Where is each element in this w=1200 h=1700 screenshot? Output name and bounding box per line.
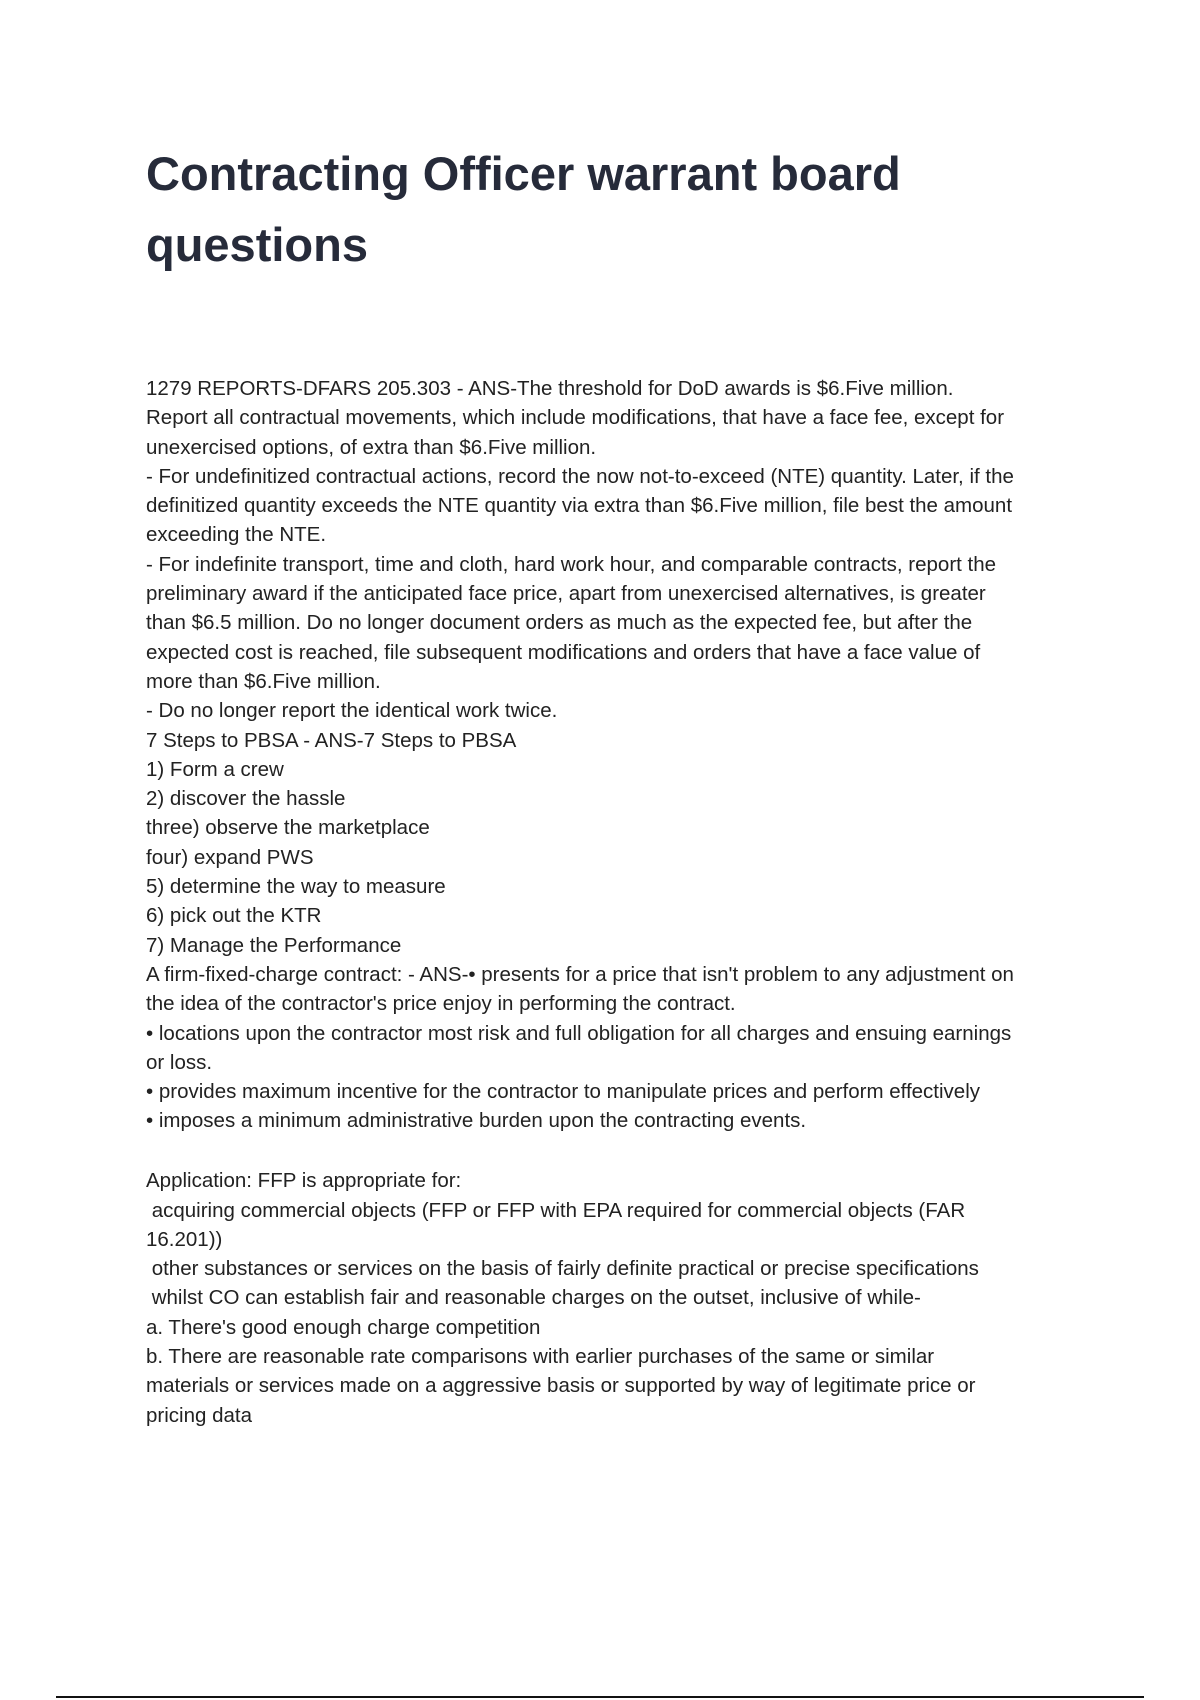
body-line: definitized quantity exceeds the NTE quantity via extra than $6.Five million, file best the amount — [146, 494, 1013, 518]
body-line: • provides maximum incentive for the contractor to manipulate prices and perform effectively — [146, 1080, 981, 1104]
body-line: 6) pick out the KTR — [146, 904, 322, 928]
body-line: other substances or services on the basis of fairly definite practical or precise specifications — [146, 1257, 979, 1281]
page-bottom-rule — [56, 1696, 1144, 1698]
document-title-line-1: Contracting Officer warrant board — [146, 147, 901, 200]
document-title-line-2: questions — [146, 218, 368, 271]
body-line: the idea of the contractor's price enjoy in performing the contract. — [146, 992, 736, 1016]
body-line: • imposes a minimum administrative burden upon the contracting events. — [146, 1109, 807, 1133]
body-line: more than $6.Five million. — [146, 669, 381, 693]
body-line: - For undefinitized contractual actions, record the now not-to-exceed (NTE) quantity. Later, if the — [146, 464, 1014, 488]
body-line: preliminary award if the anticipated face price, apart from unexercised alternatives, is greater — [146, 582, 986, 606]
body-line: A firm-fixed-charge contract: - ANS-• presents for a price that isn't problem to any adjustment on — [146, 962, 1014, 986]
body-line: 2) discover the hassle — [146, 787, 346, 811]
body-line: Application: FFP is appropriate for: — [146, 1169, 462, 1193]
body-line: - Do no longer report the identical work twice. — [146, 699, 558, 723]
body-line: • locations upon the contractor most risk and full obligation for all charges and ensuing earnings — [146, 1021, 1012, 1045]
body-line: 1279 REPORTS-DFARS 205.303 - ANS-The threshold for DoD awards is $6.Five million. — [146, 377, 954, 400]
body-line: b. There are reasonable rate comparisons with earlier purchases of the same or similar — [146, 1345, 935, 1368]
body-line: 16.201)) — [146, 1227, 223, 1251]
body-line: acquiring commercial objects (FFP or FFP with EPA required for commercial objects (FAR — [146, 1198, 966, 1222]
body-line: unexercised options, of extra than $6.Five million. — [146, 435, 597, 459]
body-line: 7 Steps to PBSA - ANS-7 Steps to PBSA — [146, 728, 517, 752]
body-line: materials or services made on a aggressive basis or supported by way of legitimate price or — [146, 1374, 976, 1398]
body-blank-line — [146, 1136, 1106, 1167]
body-line: or loss. — [146, 1050, 213, 1074]
document-body — [146, 374, 1106, 1430]
body-line: 1) Form a crew — [146, 757, 284, 781]
body-line: than $6.5 million. Do no longer document orders as much as the expected fee, but after the — [146, 611, 973, 635]
body-line: - For indefinite transport, time and cloth, hard work hour, and comparable contracts, report the — [146, 552, 997, 576]
body-line: four) expand PWS — [146, 845, 314, 869]
body-line: pricing data — [146, 1403, 252, 1427]
body-line: exceeding the NTE. — [146, 523, 327, 547]
body-line: expected cost is reached, file subsequent modifications and orders that have a face value of — [146, 640, 981, 664]
body-line: Report all contractual movements, which include modifications, that have a face fee, except for — [146, 406, 1005, 430]
document-title — [146, 138, 1046, 280]
body-line: 5) determine the way to measure — [146, 875, 446, 899]
body-line: three) observe the marketplace — [146, 816, 430, 840]
body-line: 7) Manage the Performance — [146, 933, 402, 957]
body-line: a. There's good enough charge competition — [146, 1315, 541, 1339]
body-line: whilst CO can establish fair and reasonable charges on the outset, inclusive of while- — [146, 1286, 921, 1310]
